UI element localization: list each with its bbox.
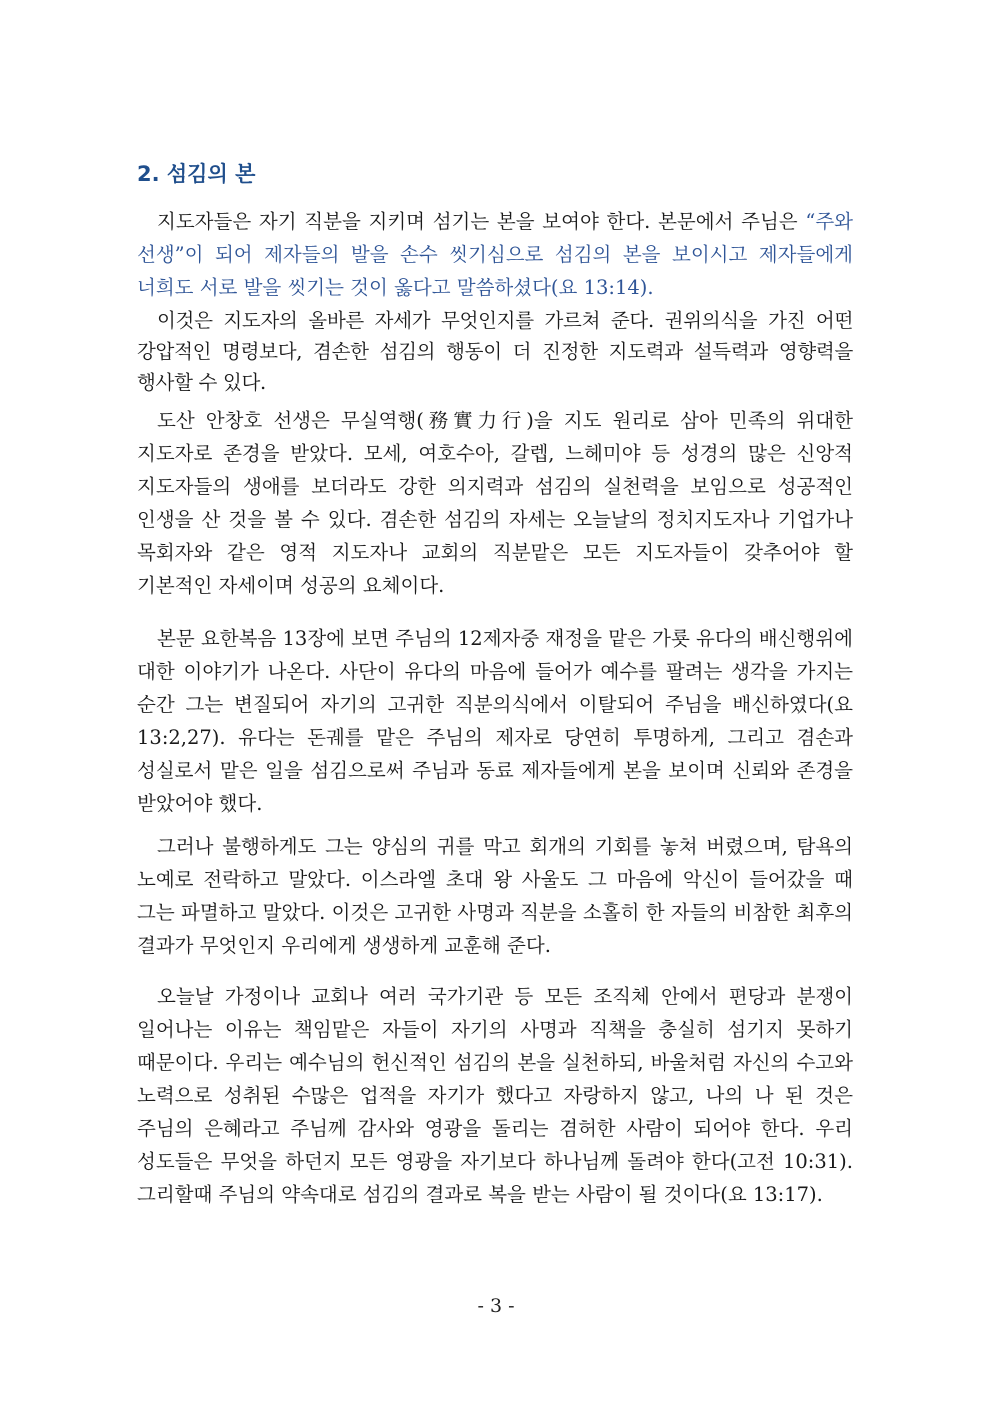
paragraph-1: [137, 205, 853, 304]
paragraph-4: 본문 요한복음 13장에 보면 주님의 12제자중 재정을 맡은 가룟 유다의 배신행위에 대한 이야기가 나온다. 사단이 유다의 마음에 들어가 예수를 팔려는 생각을 가지는 순간 그는 변질되어 자기의 고귀한 직분의식에서 이탈되어 주님을 배신하였다(요 13:2,27). 유다는 돈궤를 맡은 주님의 제자로 당연히 투명하게, 그리고 겸손과 성실로서 맡은 일을 섬김으로써 주님과 동료 제자들에게 본을 보이며 신뢰와 존경을 받았어야 했다.: [137, 627, 853, 815]
paragraph-1-text: 지도자들은 자기 직분을 지키며 섬기는 본을 보여야 한다. 본문에서 주님은: [157, 210, 806, 233]
paragraph-3: 도산 안창호 선생은 무실역행(務實力行)을 지도 원리로 삼아 민족의 위대한 지도자로 존경을 받았다. 모세, 여호수아, 갈렙, 느헤미야 등 성경의 많은 신앙적 지도자들의 생애를 보더라도 강한 의지력과 섬김의 실천력을 보임으로 성공적인 인생을 산 것을 볼 수 있다. 겸손한 섬김의 자세는 오늘날의 정치지도자나 기업가나 목회자와 같은 영적 지도자나 교회의 직분맡은 모든 지도자들이 갖추어야 할 기본적인 자세이며 성공의 요체이다.: [137, 409, 853, 597]
paragraph-6: 오늘날 가정이나 교회나 여러 국가기관 등 모든 조직체 안에서 편당과 분쟁이 일어나는 이유는 책임맡은 자들이 자기의 사명과 직책을 충실히 섬기지 못하기 때문이다. 우리는 예수님의 헌신적인 섬김의 본을 실천하되, 바울처럼 자신의 수고와 노력으로 성취된 수많은 업적을 자기가 했다고 자랑하지 않고, 나의 나 된 것은 주님의 은혜라고 주님께 감사와 영광을 돌리는 겸허한 사람이 되어야 한다. 우리 성도들은 무엇을 하던지 모든 영광을 자기보다 하나님께 돌려야 한다(고전 10:31). 그리할때 주님의 약속대로 섬김의 결과로 복을 받는 사람이 될 것이다(요 13:17).: [137, 985, 853, 1206]
paragraph-5: 그러나 불행하게도 그는 양심의 귀를 막고 회개의 기회를 놓쳐 버렸으며, 탐욕의 노예로 전락하고 말았다. 이스라엘 초대 왕 사울도 그 마음에 악신이 들어갔을 때 그는 파멸하고 말았다. 이것은 고귀한 사명과 직분을 소홀히 한 자들의 비참한 최후의 결과가 무엇인지 우리에게 생생하게 교훈해 준다.: [137, 835, 853, 957]
paragraph-2: 이것은 지도자의 올바른 자세가 무엇인지를 가르쳐 준다. 권위의식을 가진 어떤 강압적인 명령보다, 겸손한 섬김의 행동이 더 진정한 지도력과 설득력과 영향력을 행사할 수 있다.: [137, 309, 853, 394]
page-number: - 3 -: [477, 1295, 515, 1317]
section-heading: 2. 섬김의 본: [137, 162, 256, 186]
scripture-quote: “주와 선생”이 되어 제자들의 발을 손수 씻기심으로 섬김의 본을 보이시고 제자들에게 너희도 서로 발을 씻기는 것이 옳다고 말씀하셨다(요 13:14).: [137, 210, 853, 299]
